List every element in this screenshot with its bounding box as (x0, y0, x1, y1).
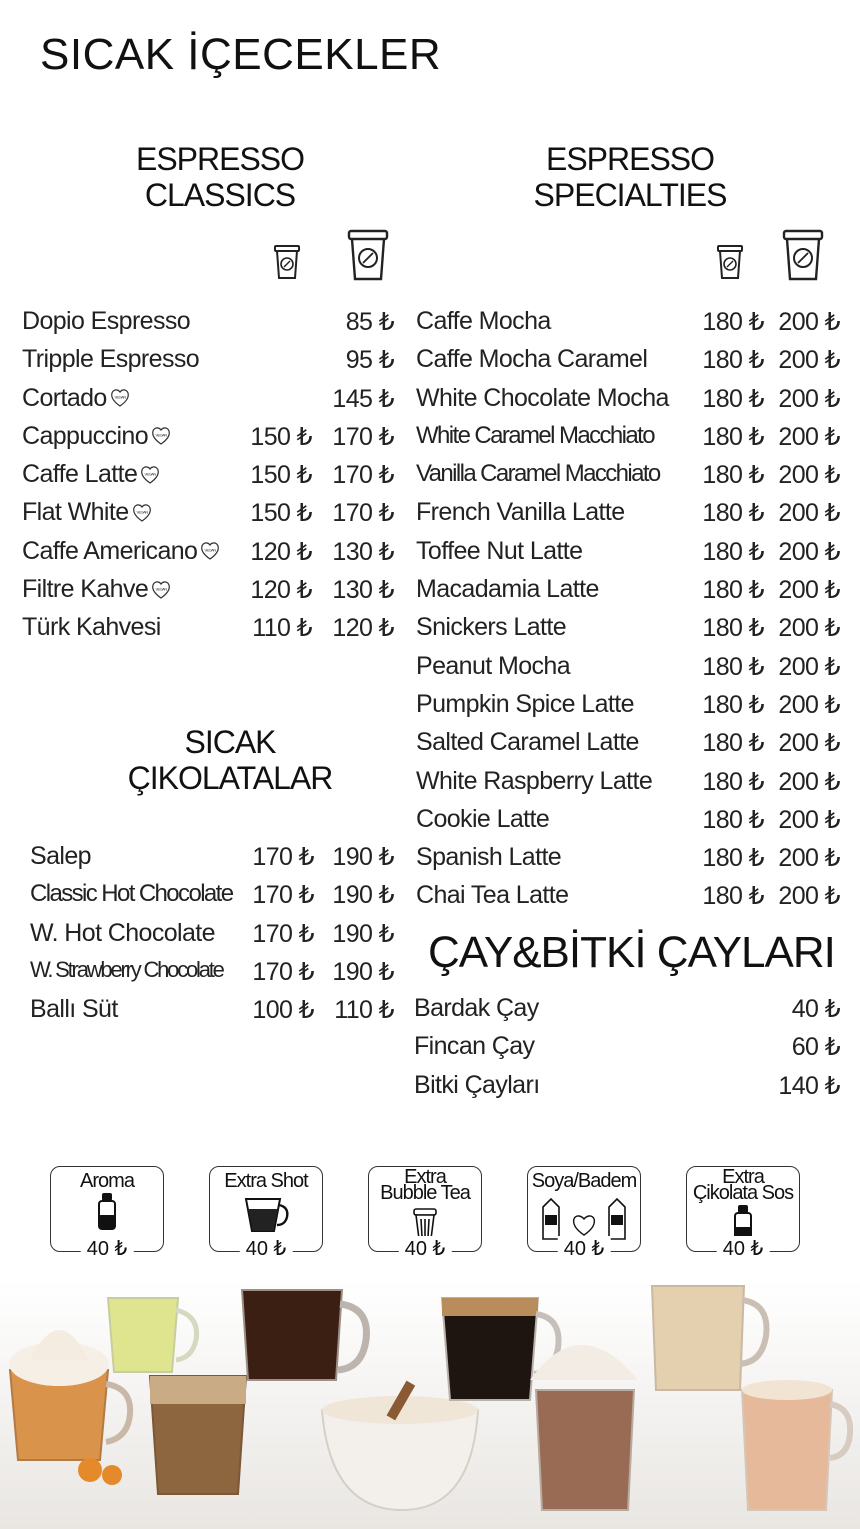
menu-item-label: Cortado (22, 383, 107, 412)
menu-item-row (416, 533, 840, 571)
menu-item-label: Cappuccino (22, 421, 149, 450)
menu-item-row (416, 648, 840, 686)
menu-item-label: Ballı Süt (30, 995, 118, 1024)
menu-item-price-large: 200 ₺ (778, 461, 840, 490)
menu-item-price-small: 170 ₺ (252, 919, 314, 948)
menu-item-price: 140 ₺ (778, 1071, 840, 1100)
menu-item-price-large: 200 ₺ (778, 308, 840, 336)
vegan-badge-text: VEGAN (155, 432, 167, 438)
menu-item-row (30, 991, 394, 1029)
extra-option-label (369, 1166, 481, 1204)
menu-item-price-large: 120 ₺ (332, 614, 394, 643)
vegan-heart-icon (150, 580, 172, 600)
menu-item-label: Bardak Çay (414, 994, 539, 1022)
menu-item-name (416, 460, 660, 488)
menu-item-label: Caffe Latte (22, 460, 138, 489)
menu-item-price-small: 180 ₺ (702, 614, 764, 643)
vegan-heart-icon (109, 388, 131, 408)
menu-item-row (22, 303, 394, 341)
extra-option-box (527, 1166, 641, 1260)
menu-item-name (416, 881, 568, 910)
menu-item-name (416, 345, 647, 374)
menu-item-name (416, 728, 639, 757)
menu-item-label: Bitki Çayları (414, 1070, 540, 1099)
menu-item-price-large: 200 ₺ (778, 652, 840, 681)
extra-option-label-line: Çikolata Sos (692, 1182, 794, 1204)
menu-item-price-small: 180 ₺ (702, 537, 764, 566)
menu-item-price-small: 170 ₺ (252, 843, 314, 871)
menu-item-row (416, 724, 840, 762)
menu-item-price-small: 150 ₺ (250, 422, 312, 451)
menu-item-price-small: 180 ₺ (702, 461, 764, 490)
menu-item-price-small: 170 ₺ (252, 881, 314, 910)
menu-item-name (416, 307, 551, 336)
menu-item-price-small: 180 ₺ (702, 384, 764, 413)
extra-option-price: 40 ₺ (240, 1236, 293, 1261)
page-title: SICAK İÇECEKLER (40, 30, 442, 79)
menu-item-price-small: 180 ₺ (702, 882, 764, 911)
menu-item-name (30, 957, 223, 983)
menu-item-price-large: 200 ₺ (778, 576, 840, 605)
menu-item-label: Spanish Latte (416, 843, 562, 872)
menu-item-label: White Raspberry Latte (416, 766, 653, 795)
menu-item-name (416, 498, 625, 527)
menu-item-label: Salep (30, 842, 91, 870)
menu-item-price-large: 200 ₺ (778, 882, 840, 911)
menu-item-name (30, 880, 233, 908)
menu-item-row (30, 876, 394, 914)
menu-item-label: White Chocolate Mocha (416, 383, 669, 412)
menu-item-price-large: 200 ₺ (778, 422, 840, 451)
menu-item-price-large: 170 ₺ (332, 499, 394, 528)
menu-item-name (414, 1032, 534, 1061)
menu-item-row (22, 494, 394, 532)
menu-item-price-large: 200 ₺ (778, 729, 840, 758)
extra-option-box (368, 1166, 482, 1260)
menu-item-label: Classic Hot Chocolate (30, 880, 233, 908)
menu-item-label: Snickers Latte (416, 613, 567, 642)
menu-item-price-small: 180 ₺ (702, 729, 764, 758)
menu-item-label: Vanilla Caramel Macchiato (416, 460, 660, 488)
section-title-cay-bitki-caylari: ÇAY&BİTKİ ÇAYLARI (428, 928, 835, 977)
menu-item-price-large: 200 ₺ (778, 844, 840, 873)
extra-option-label-line: Soya/Badem (531, 1170, 637, 1192)
extra-option-label-line: Bubble Tea (380, 1182, 470, 1204)
menu-item-label: Fincan Çay (414, 1032, 535, 1061)
small-cup-icon (273, 244, 301, 280)
extra-option-label (528, 1170, 640, 1192)
menu-item-row (22, 418, 394, 456)
extra-option-price: 40 ₺ (81, 1236, 134, 1261)
menu-item-label: Filtre Kahve (22, 575, 149, 604)
espresso-cup-icon (242, 1195, 290, 1240)
menu-item-label: White Caramel Macchiato (416, 421, 654, 449)
menu-item-name (30, 995, 118, 1024)
menu-item-price-small: 150 ₺ (250, 461, 312, 490)
menu-item-price-small: 180 ₺ (702, 308, 764, 336)
menu-item-label: Pumpkin Spice Latte (416, 689, 634, 718)
menu-item-name (22, 345, 199, 374)
extra-option-label-line: Extra (404, 1166, 446, 1188)
menu-item-row (414, 1028, 840, 1066)
menu-item-name (416, 537, 582, 566)
menu-item-price-small: 180 ₺ (702, 346, 764, 375)
menu-item-label: Flat White (22, 498, 129, 527)
vegan-heart-icon (150, 426, 172, 446)
menu-item-price-large: 200 ₺ (778, 384, 840, 413)
menu-item-name (416, 422, 654, 450)
menu-item-row (416, 839, 840, 877)
menu-item-name (414, 994, 539, 1023)
section-title-line: ÇIKOLATALAR (127, 760, 333, 796)
extra-option-label-line: Aroma (80, 1170, 134, 1192)
vegan-heart-icon (139, 465, 161, 485)
menu-item-price-small: 150 ₺ (250, 499, 312, 528)
menu-item-row (416, 494, 840, 532)
section-title-line: SPECIALTIES (533, 177, 727, 213)
menu-item-name (416, 767, 652, 796)
extra-option-price: 40 ₺ (399, 1236, 452, 1261)
menu-item-row (416, 609, 840, 647)
section-title-espresso-classics (100, 141, 340, 213)
section-title-espresso-specialties (500, 141, 760, 213)
menu-item-row (22, 571, 394, 609)
cay-bitki-caylari-list (414, 990, 840, 1105)
menu-item-price-large: 200 ₺ (778, 690, 840, 719)
extra-option-label-line: Extra Shot (224, 1170, 308, 1192)
menu-item-label: Salted Caramel Latte (416, 728, 639, 757)
menu-item-row (416, 801, 840, 839)
menu-item-label: Cookie Latte (416, 804, 550, 833)
extra-option-box (50, 1166, 164, 1260)
menu-item-label: Dopio Espresso (22, 307, 191, 335)
menu-item-price-small: 100 ₺ (252, 996, 314, 1025)
small-cup-icon (716, 244, 744, 280)
menu-item-price-large: 95 ₺ (345, 346, 394, 375)
menu-item-price-small: 180 ₺ (702, 652, 764, 681)
vegan-badge-text: VEGAN (155, 586, 167, 592)
extra-option-price: 40 ₺ (717, 1236, 770, 1261)
extra-option-label (210, 1170, 322, 1192)
menu-item-row (22, 533, 394, 571)
menu-item-name (416, 652, 570, 681)
menu-item-price-large: 190 ₺ (332, 957, 394, 986)
menu-item-price-large: 200 ₺ (778, 346, 840, 375)
menu-item-price-large: 200 ₺ (778, 537, 840, 566)
menu-item-label: Tripple Espresso (22, 345, 200, 374)
menu-item-price-small: 180 ₺ (702, 690, 764, 719)
menu-item-label: Caffe Americano (22, 536, 198, 565)
menu-item-row (30, 953, 394, 991)
menu-item-name (22, 498, 153, 527)
menu-item-price-small: 120 ₺ (250, 576, 312, 605)
menu-item-price-large: 190 ₺ (332, 881, 394, 910)
menu-item-row (416, 418, 840, 456)
menu-item-price-small: 180 ₺ (702, 576, 764, 605)
large-cup-icon (347, 229, 389, 281)
menu-item-price-small: 180 ₺ (702, 805, 764, 834)
extra-option-box (209, 1166, 323, 1260)
menu-item-price: 60 ₺ (791, 1033, 840, 1062)
vegan-heart-icon (131, 503, 153, 523)
menu-item-name (22, 613, 161, 642)
syrup-bottle-icon (96, 1191, 118, 1236)
extra-option-label-line: Extra (722, 1166, 764, 1188)
menu-item-name (30, 842, 91, 871)
menu-item-price-small: 180 ₺ (702, 422, 764, 451)
menu-item-row (22, 609, 394, 647)
menu-item-price: 40 ₺ (791, 995, 840, 1023)
menu-item-name (22, 575, 172, 604)
menu-item-price-large: 200 ₺ (778, 767, 840, 796)
menu-item-name (414, 1071, 540, 1100)
menu-item-price-large: 190 ₺ (332, 919, 394, 948)
large-cup-icon (782, 229, 824, 281)
menu-item-name (22, 537, 221, 566)
extras-row (50, 1166, 810, 1260)
menu-item-price-large: 200 ₺ (778, 614, 840, 643)
menu-item-row (416, 380, 840, 418)
menu-item-label: W. Hot Chocolate (30, 918, 215, 947)
vegan-badge-text: VEGAN (114, 394, 126, 400)
menu-item-row (416, 571, 840, 609)
menu-item-name (416, 384, 669, 413)
menu-item-name (30, 919, 215, 948)
menu-item-label: Türk Kahvesi (22, 613, 161, 642)
section-title-line: ESPRESSO (135, 141, 305, 177)
menu-item-price-small: 110 ₺ (252, 614, 312, 643)
menu-item-price-large: 200 ₺ (778, 499, 840, 528)
menu-item-price-large: 85 ₺ (345, 308, 394, 336)
menu-item-row (414, 990, 840, 1028)
menu-item-price-large: 130 ₺ (332, 576, 394, 605)
sicak-cikolatalar-list (30, 838, 394, 1029)
menu-item-row (416, 456, 840, 494)
menu-item-label: W. Strawberry Chocolate (30, 956, 223, 982)
menu-item-price-small: 180 ₺ (702, 767, 764, 796)
menu-item-label: Macadamia Latte (416, 575, 599, 604)
menu-item-label: Chai Tea Latte (416, 881, 569, 910)
menu-item-name (22, 384, 131, 413)
menu-item-price-small: 180 ₺ (702, 844, 764, 873)
vegan-heart-icon (199, 541, 221, 561)
section-title-line: ESPRESSO (545, 141, 715, 177)
menu-item-row (416, 877, 840, 915)
menu-item-name (416, 690, 634, 719)
menu-item-price-large: 130 ₺ (332, 537, 394, 566)
menu-item-name (416, 843, 561, 872)
menu-item-price-small: 170 ₺ (252, 957, 314, 986)
extra-option-price: 40 ₺ (558, 1236, 611, 1261)
extra-option-box (686, 1166, 800, 1260)
menu-item-row (416, 763, 840, 801)
extra-option-label (51, 1170, 163, 1192)
menu-item-name (22, 307, 190, 336)
espresso-classics-list (22, 303, 394, 648)
extra-option-label (687, 1166, 799, 1204)
menu-item-row (22, 341, 394, 379)
menu-item-label: Toffee Nut Latte (416, 536, 583, 565)
vegan-badge-text: VEGAN (204, 547, 216, 553)
menu-item-price-small: 180 ₺ (702, 499, 764, 528)
menu-item-row (22, 456, 394, 494)
menu-item-price-large: 200 ₺ (778, 805, 840, 834)
section-title-line: SICAK (184, 724, 276, 760)
vegan-badge-text: VEGAN (144, 471, 156, 477)
menu-item-price-large: 170 ₺ (332, 422, 394, 451)
menu-item-name (416, 805, 549, 834)
menu-item-price-large: 145 ₺ (332, 384, 394, 413)
menu-item-row (22, 380, 394, 418)
espresso-specialties-list (416, 303, 840, 916)
section-title-line: CLASSICS (144, 177, 296, 213)
menu-item-label: Caffe Mocha Caramel (416, 345, 648, 374)
menu-item-price-large: 190 ₺ (332, 843, 394, 871)
menu-item-price-large: 110 ₺ (334, 996, 394, 1025)
menu-item-price-large: 170 ₺ (332, 461, 394, 490)
menu-item-row (416, 303, 840, 341)
menu-item-row (414, 1067, 840, 1105)
menu-item-name (22, 422, 172, 451)
menu-item-row (416, 686, 840, 724)
menu-item-row (30, 915, 394, 953)
drinks-photo-strip (0, 1280, 860, 1529)
section-title-sicak-cikolatalar (110, 724, 350, 796)
vegan-badge-text: VEGAN (136, 509, 148, 515)
menu-item-row (416, 341, 840, 379)
menu-item-label: French Vanilla Latte (416, 498, 625, 527)
menu-item-label: Peanut Mocha (416, 651, 571, 680)
menu-item-name (22, 460, 161, 489)
menu-item-name (416, 575, 599, 604)
menu-item-label: Caffe Mocha (416, 307, 551, 335)
menu-item-name (416, 613, 566, 642)
menu-item-price-small: 120 ₺ (250, 537, 312, 566)
menu-item-row (30, 838, 394, 876)
